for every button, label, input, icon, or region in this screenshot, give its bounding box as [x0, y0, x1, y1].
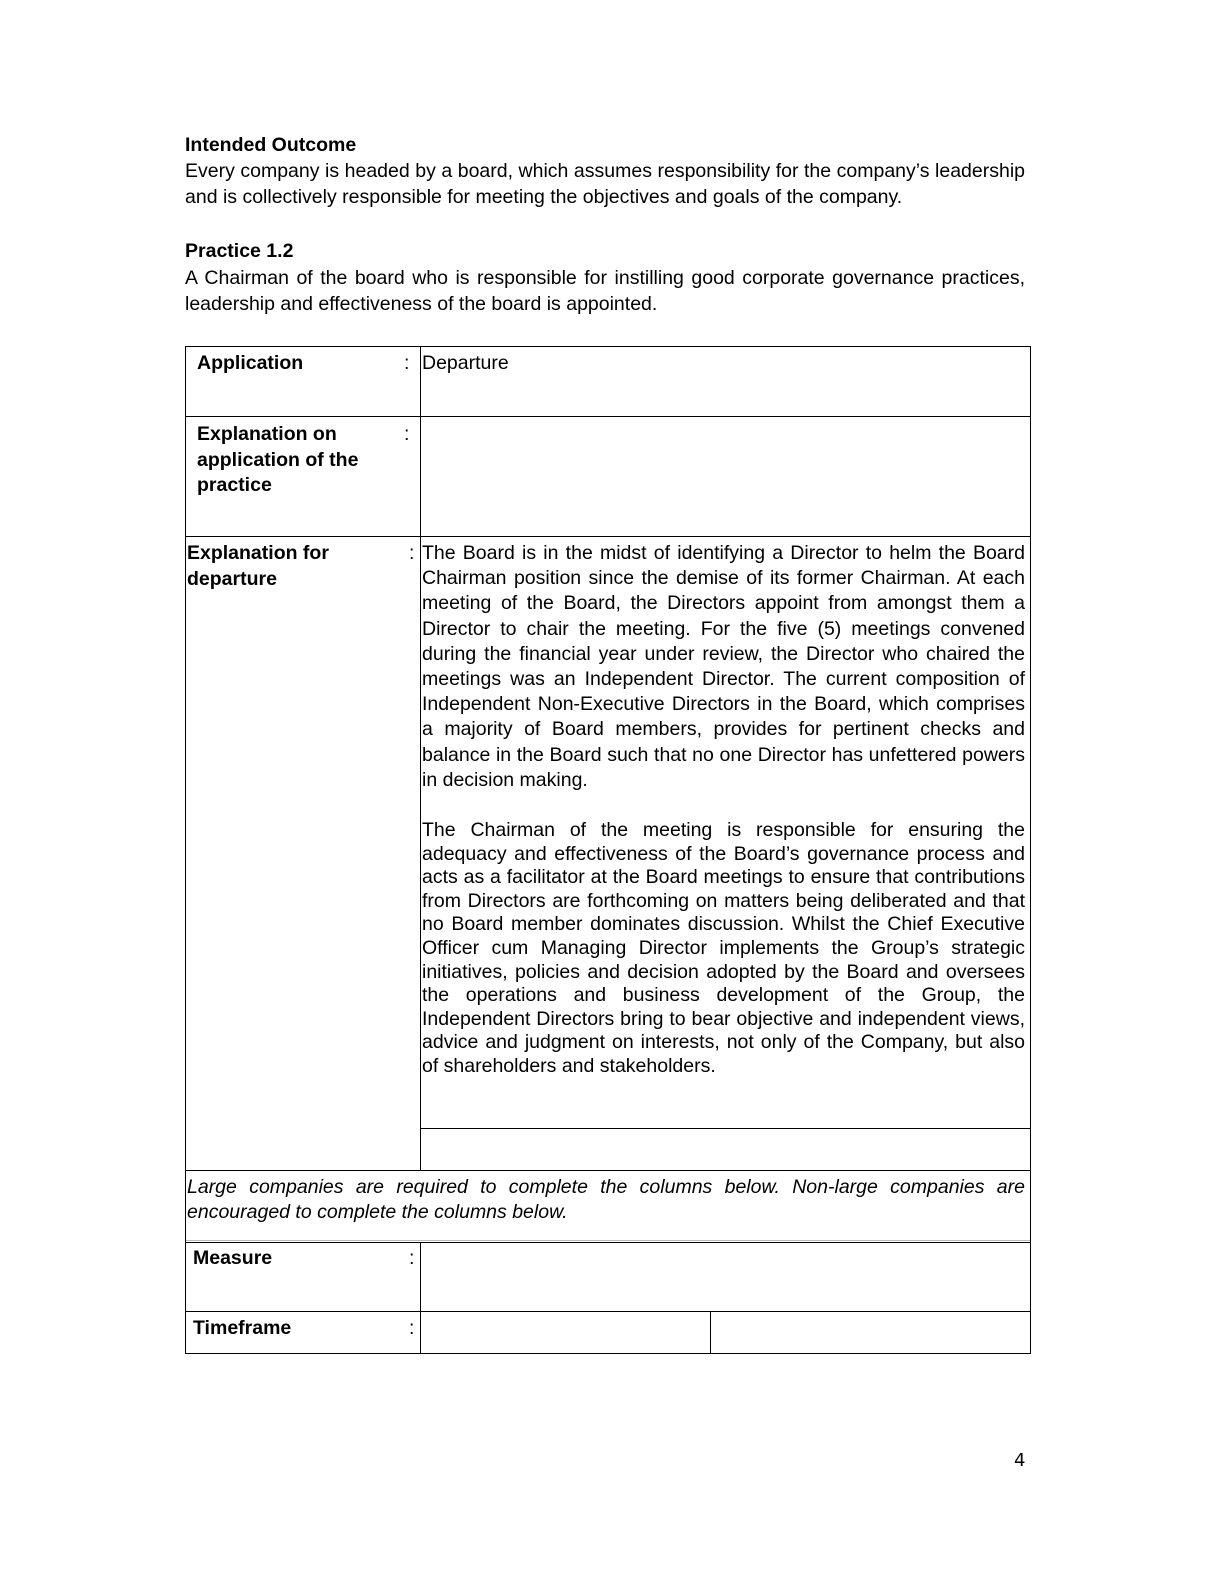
table-row-divider — [420, 1128, 1031, 1129]
table-column-divider — [420, 1242, 421, 1354]
application-label: Application — [197, 352, 304, 374]
table-column-divider — [710, 1311, 711, 1354]
application-value: Departure — [422, 352, 509, 374]
table-row-divider — [185, 536, 1031, 537]
table-column-divider — [420, 346, 421, 1171]
practice-heading: Practice 1.2 — [185, 240, 294, 262]
table-border-top — [185, 346, 1031, 347]
practice-text: A Chairman of the board who is responsible for instilling good corporate governance practices, leadership and effectiveness of the board is appointed. — [185, 267, 1025, 315]
colon-separator: : — [404, 423, 410, 445]
explanation-departure-label: Explanation for departure — [187, 542, 329, 590]
explanation-application-label: Explanation on application of the practice — [197, 423, 359, 496]
table-row-divider — [185, 1311, 1031, 1312]
timeframe-label: Timeframe — [193, 1317, 292, 1339]
table-row-divider — [185, 1242, 1031, 1243]
intended-outcome-text: Every company is headed by a board, which assumes responsibility for the company’s leadership and is collectively responsible for meeting the objectives and goals of the company. — [185, 160, 1025, 208]
table-row-divider — [185, 416, 1031, 417]
table-row-divider — [185, 1170, 1031, 1171]
departure-paragraph-2: The Chairman of the meeting is responsible for ensuring the adequacy and effectiveness of the Board’s governance process and acts as a facilitator at the Board meetings to ensure that contributions from Directors are forthcoming on matters being deliberated and that no Board member dominates discussion. Whilst the Chief Executive Officer cum Managing Director implements the Group’s strategic initiatives, policies and decision adopted by the Board and oversees the operations and business development of the Group, the Independent Directors bring to bear objective and independent views, advice and judgment on interests, not only of the Company, but also of shareholders and stakeholders. — [422, 819, 1025, 1077]
colon-separator: : — [409, 1247, 415, 1269]
table-border-bottom — [185, 1353, 1031, 1354]
colon-separator: : — [409, 542, 415, 564]
table-border-left — [185, 346, 186, 1354]
page-number: 4 — [1014, 1450, 1026, 1471]
large-companies-note: Large companies are required to complete the columns below. Non-large companies are encouraged to complete the columns below. — [187, 1176, 1025, 1223]
colon-separator: : — [409, 1317, 415, 1339]
table-row-divider — [185, 1240, 1031, 1241]
intended-outcome-heading: Intended Outcome — [185, 134, 357, 156]
departure-paragraph-1: The Board is in the midst of identifying a Director to helm the Board Chairman position since the demise of its former Chairman. At each meeting of the Board, the Directors appoint from amongst them a Director to chair the meeting. For the five (5) meetings convened during the financial year under review, the Director who chaired the meetings was an Independent Director. The current composition of Independent Non-Executive Directors in the Board, which comprises a majority of Board members, provides for pertinent checks and balance in the Board such that no one Director has unfettered powers in decision making. — [422, 542, 1025, 791]
colon-separator: : — [404, 352, 410, 374]
table-border-right — [1030, 346, 1031, 1354]
measure-label: Measure — [193, 1247, 273, 1269]
